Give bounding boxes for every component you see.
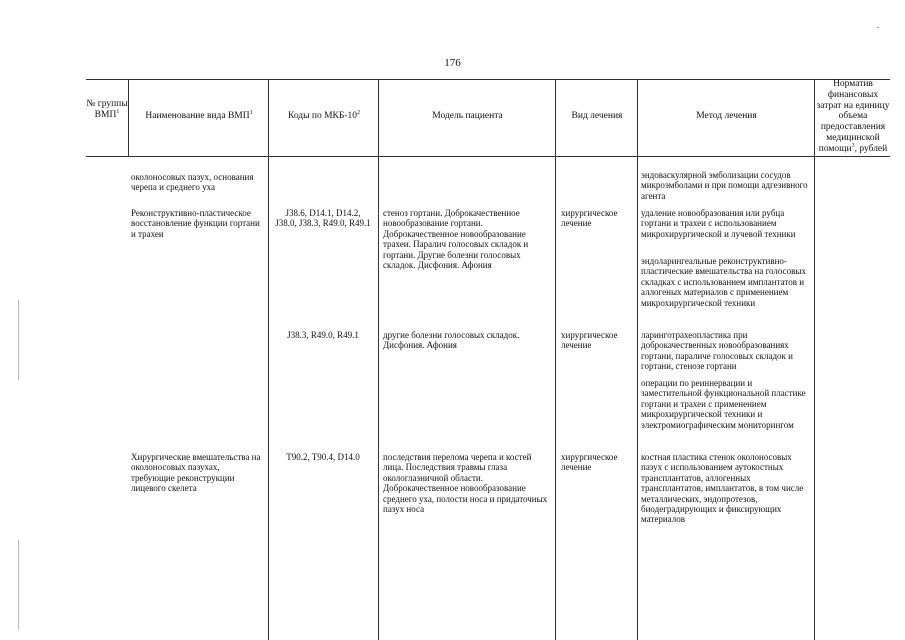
row2-treatment-type: хирургическое лечение <box>561 330 618 351</box>
header-treatment-type: Вид лечения <box>571 111 623 121</box>
row3-mkb-codes: T90.2, T90.4, D14.0 <box>286 452 360 462</box>
row2-mkb-codes: J38.3, R49.0, R49.1 <box>287 330 359 340</box>
row1-method-1: удаление новообразования или рубца гортани и трахеи с использованием микрохирургической и лучевой техники <box>641 208 796 239</box>
row0-vmp-name: околоносовых пазух, основания черепа и среднего уха <box>131 172 254 193</box>
header-treatment-method: Метод лечения <box>696 111 757 121</box>
scan-speck <box>877 27 879 28</box>
table-top-border <box>86 79 890 80</box>
row0-method: эндоваскулярной эмболизации сосудов микроэмболами и при помощи адгезивного агента <box>641 170 808 201</box>
header-mkb-codes: Коды по МКБ-$10^2$ <box>287 109 361 121</box>
row3-treatment-type: хирургическое лечение <box>561 452 618 473</box>
header-cost-norm: Норматив финансовых затрат на единицу объема предоставления медицинской помощи$^3$, рублей <box>816 79 890 154</box>
row1-patient-model: стеноз гортани. Доброкачественное новообразование гортани. Доброкачественное новообразование трахеи. Паралич голосовых складок и гортани. Другие болезни голосовых складок. Дисфония. Афония <box>383 208 529 271</box>
col-divider <box>128 79 129 156</box>
header-bottom-border <box>86 156 890 157</box>
col-divider <box>814 79 815 640</box>
header-group-no: № группы ВМП$^1$ <box>86 99 128 120</box>
row1-mkb-codes: J38.6, D14.1, D14.2, J38.0, J38.3, R49.0, R49.1 <box>275 208 371 229</box>
row1-method-2: эндоларингеальные реконструктивно-пластические вмешательства на голосовых складках с использованием имплантатов и аллогеных материалов с применением микрохирургической техники <box>641 256 806 308</box>
col-divider <box>268 79 269 640</box>
row3-vmp-name: Хирургические вмешательства на околоносовых пазухах, требующие реконструкции лицевого скелета <box>131 452 261 494</box>
header-patient-model: Модель пациента <box>432 111 503 121</box>
row3-patient-model: последствия перелома черепа и костей лица. Последствия травмы глаза окологлазничной области. Доброкачественное новообразование среднего уха, полости носа и придаточных пазух носа <box>383 452 548 515</box>
row2-patient-model: другие болезни голосовых складок. Дисфония. Афония <box>383 330 520 351</box>
row1-treatment-type: хирургическое лечение <box>561 208 618 229</box>
col-divider <box>555 79 556 640</box>
col-divider <box>378 79 379 640</box>
page-number: 176 <box>444 57 461 69</box>
row2-method-1: ларинготрахеопластика при доброкачественных новообразованиях гортани, параличе голосовых складок и гортани, стенозе гортани <box>641 330 793 372</box>
row1-vmp-name: Реконструктивно-пластическое восстановление функции гортани и трахеи <box>131 208 260 239</box>
scan-edge <box>18 540 19 630</box>
header-vmp-name: Наименование вида ВМП$^1$ <box>145 109 253 121</box>
row2-method-2: операции по реиннервации и заместительной функциональной пластике гортани и трахеи с применением микрохирургической техники и электромиографическим мониторингом <box>641 378 806 430</box>
row3-method: костная пластика стенок околоносовых пазух с использованием аутокостных трансплантатов, аллогенных трансплантатов, имплантатов, в том числе металлических, эндопротезов, биодеградирующих и фиксирующих материалов <box>641 452 804 525</box>
col-divider <box>637 79 638 640</box>
scan-edge <box>18 300 19 380</box>
